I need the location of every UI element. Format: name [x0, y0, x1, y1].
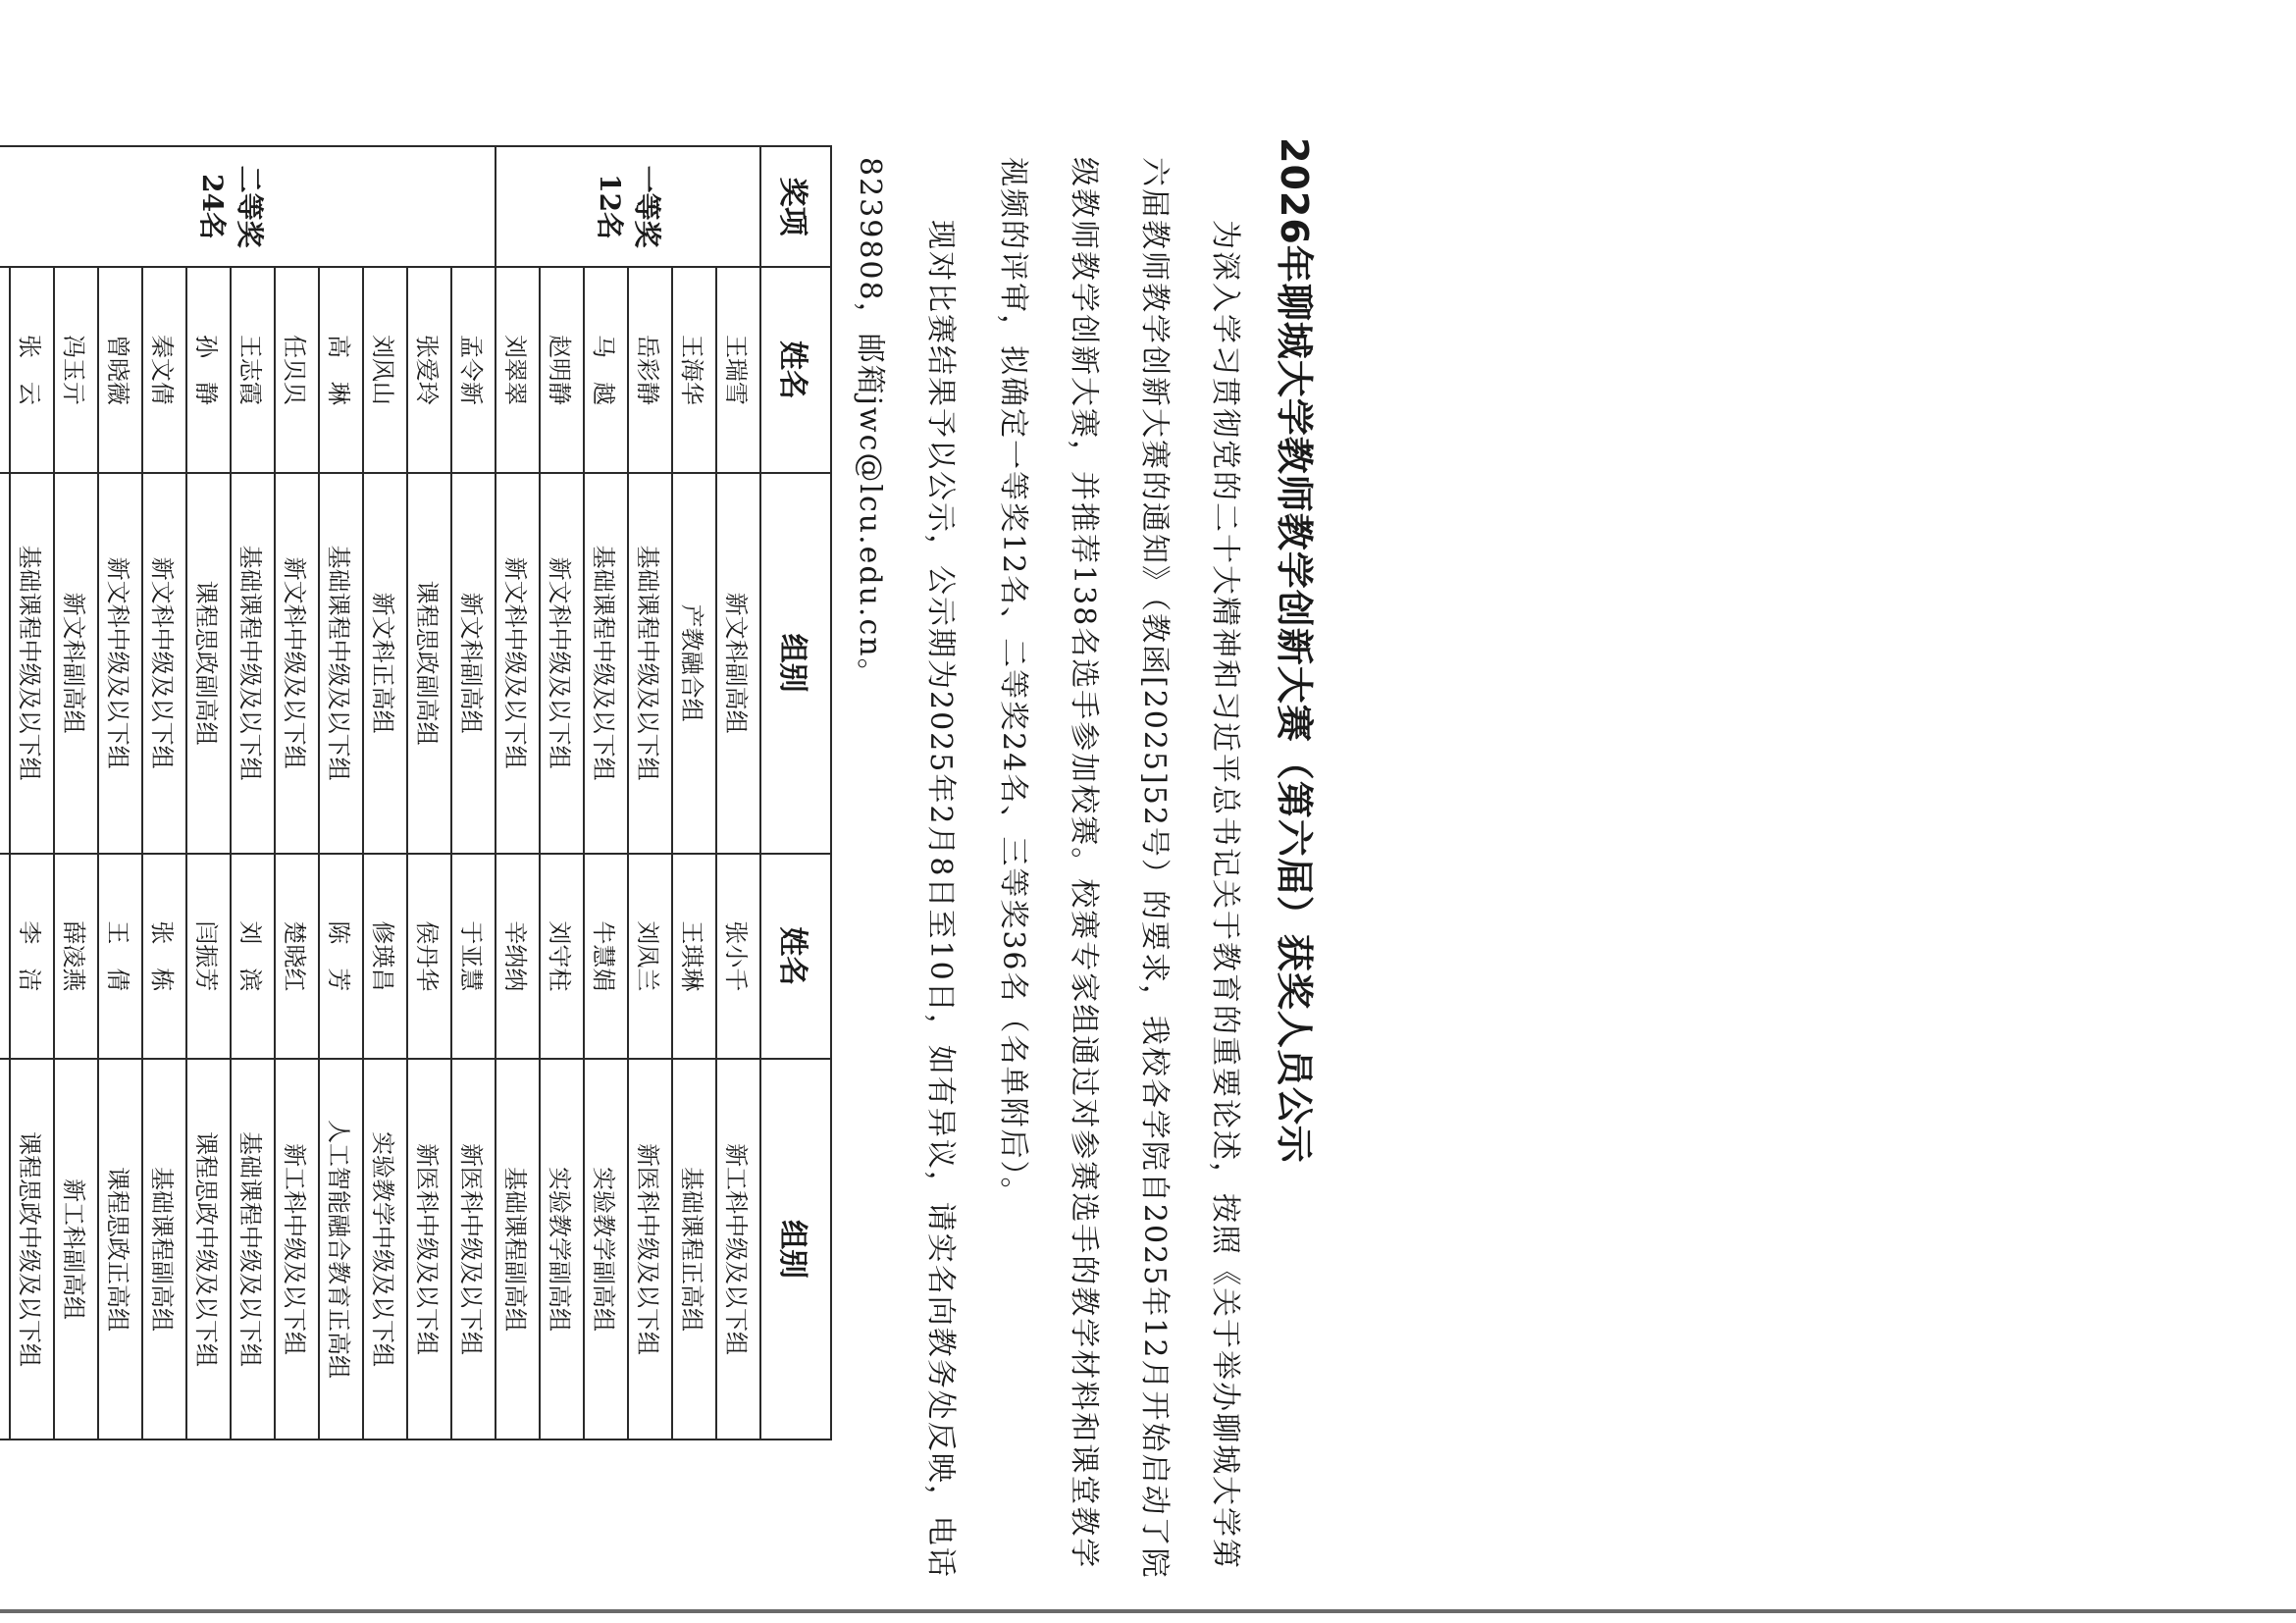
table-row — [319, 146, 363, 1440]
group-name-cell: 基础课程副高组 — [496, 1059, 540, 1440]
page-title: 2026年聊城大学教师教学创新大赛（第六届）获奖人员公示 — [1273, 137, 1316, 1164]
group-name-cell: 基础课程中级及以下组 — [584, 473, 628, 854]
winner-name-cell: 薛凌燕 — [54, 854, 98, 1060]
winner-name-cell: 秦文倩 — [142, 267, 186, 473]
table-row — [496, 146, 540, 1440]
header-group-left: 组别 — [760, 473, 831, 854]
table-header-row — [760, 146, 831, 1440]
group-name-cell: 新工科中级及以下组 — [716, 1059, 760, 1440]
table-body — [0, 146, 760, 1440]
header-name-left: 姓名 — [760, 267, 831, 473]
group-name-cell: 基础课程正高组 — [672, 1059, 716, 1440]
winner-name-cell: 王志霞 — [231, 267, 275, 473]
table-row — [672, 146, 716, 1440]
notice-paragraph: 现对比赛结果予以公示，公示期为2025年2月8日至10日，如有异议，请实名向教务处反映，电话8239808，邮箱jwc@lcu.edu.cn。 — [853, 157, 958, 1579]
group-name-cell: 课程思政副高组 — [186, 473, 231, 854]
header-name-right: 姓名 — [760, 854, 831, 1060]
group-name-cell: 实验教学副高组 — [540, 1059, 584, 1440]
award-level-count: 12名 — [594, 174, 626, 240]
group-name-cell: 新文科中级及以下组 — [275, 473, 319, 854]
table-row — [186, 146, 231, 1440]
winner-name-cell: 闫振芳 — [186, 854, 231, 1060]
winner-name-cell: 岳彩静 — [628, 267, 672, 473]
group-name-cell: 新工科副高组 — [54, 1059, 98, 1440]
winner-name-cell: 李 洁 — [10, 854, 54, 1060]
group-name-cell: 基础课程中级及以下组 — [628, 473, 672, 854]
winner-name-cell: 孟令新 — [451, 267, 496, 473]
winner-name-cell: 王海华 — [672, 267, 716, 473]
winner-name-cell: 侯丹华 — [407, 854, 451, 1060]
table-row — [98, 146, 142, 1440]
winner-name-cell: 楚晓红 — [275, 854, 319, 1060]
table-row — [451, 146, 496, 1440]
winner-name-cell: 高 琳 — [319, 267, 363, 473]
group-name-cell: 产教融合组 — [672, 473, 716, 854]
winner-name-cell: 任贝贝 — [275, 267, 319, 473]
intro-paragraph: 为深入学习贯彻党的二十大精神和习近平总书记关于教育的重要论述，按照《关于举办聊城大学第六届教师教学创新大赛的通知》（教函[2025]52号）的要求，我校各学院自2025年12月开始启动了院级教师教学创新大赛，并推荐138名选手参加校赛。校赛专家组通过对参赛选手的教学材料和课堂教学视频的评审，拟确定一等奖12名、二等奖24名、三等奖36名（名单附后）。 — [996, 157, 1242, 1580]
winner-name-cell: 曾晓薇 — [98, 267, 142, 473]
group-name-cell: 新文科正高组 — [363, 473, 407, 854]
group-name-cell: 新文科中级及以下组 — [540, 473, 584, 854]
group-name-cell: 新医科中级及以下组 — [407, 1059, 451, 1440]
header-group-right: 组别 — [760, 1059, 831, 1440]
winner-name-cell: 马 越 — [584, 267, 628, 473]
winner-name-cell: 牛慧娟 — [584, 854, 628, 1060]
winner-name-cell: 于亚慧 — [451, 854, 496, 1060]
group-name-cell: 基础课程副高组 — [142, 1059, 186, 1440]
table-row — [275, 146, 319, 1440]
table-row — [0, 146, 10, 1440]
winner-name-cell: 刘守柱 — [540, 854, 584, 1060]
table-row — [142, 146, 186, 1440]
winner-name-cell: 张 栋 — [142, 854, 186, 1060]
group-name-cell — [0, 1059, 10, 1440]
award-level-cell — [496, 146, 760, 267]
group-name-cell: 课程思政中级及以下组 — [186, 1059, 231, 1440]
winner-name-cell: 孙 静 — [186, 267, 231, 473]
group-name-cell: 新工科中级及以下组 — [275, 1059, 319, 1440]
winner-name-cell: 赵明静 — [540, 267, 584, 473]
table-row — [10, 146, 54, 1440]
group-name-cell: 课程思政正高组 — [98, 1059, 142, 1440]
group-name-cell: 基础课程中级及以下组 — [231, 1059, 275, 1440]
group-name-cell: 实验教学副高组 — [584, 1059, 628, 1440]
group-name-cell: 课程思政中级及以下组 — [10, 1059, 54, 1440]
scan-edge-line — [0, 1609, 2296, 1613]
winner-name-cell: 刘凤兰 — [628, 854, 672, 1060]
awards-table — [0, 145, 832, 1440]
winner-name-cell: 刘翠翠 — [496, 267, 540, 473]
winner-name-cell: 辛纳纳 — [496, 854, 540, 1060]
group-name-cell: 新文科中级及以下组 — [98, 473, 142, 854]
group-name-cell — [0, 473, 10, 854]
winner-name-cell: 张爱玲 — [407, 267, 451, 473]
header-award: 奖项 — [760, 146, 831, 267]
winner-name-cell — [0, 854, 10, 1060]
group-name-cell: 新文科副高组 — [451, 473, 496, 854]
group-name-cell: 新文科副高组 — [54, 473, 98, 854]
group-name-cell: 新文科中级及以下组 — [142, 473, 186, 854]
table-row — [716, 146, 760, 1440]
group-name-cell: 新文科中级及以下组 — [496, 473, 540, 854]
winner-name-cell: 王琪琳 — [672, 854, 716, 1060]
group-name-cell: 实验教学中级及以下组 — [363, 1059, 407, 1440]
table-row — [363, 146, 407, 1440]
winner-name-cell: 张 云 — [10, 267, 54, 473]
group-name-cell: 新文科副高组 — [716, 473, 760, 854]
table-row — [540, 146, 584, 1440]
table-row — [407, 146, 451, 1440]
winner-name-cell: 王 倩 — [98, 854, 142, 1060]
winner-name-cell — [0, 267, 10, 473]
winner-name-cell: 修瑛昌 — [363, 854, 407, 1060]
group-name-cell: 基础课程中级及以下组 — [231, 473, 275, 854]
winner-name-cell: 王瑞雪 — [716, 267, 760, 473]
winner-name-cell: 冯玉亓 — [54, 267, 98, 473]
table-row — [54, 146, 98, 1440]
group-name-cell: 新医科中级及以下组 — [628, 1059, 672, 1440]
table-row — [584, 146, 628, 1440]
winner-name-cell: 刘风山 — [363, 267, 407, 473]
winner-name-cell: 张小千 — [716, 854, 760, 1060]
award-level-cell — [0, 146, 496, 267]
award-level-name: 二等奖 — [234, 165, 266, 248]
award-level-name: 一等奖 — [631, 165, 663, 248]
award-level-count: 24名 — [196, 174, 229, 240]
group-name-cell: 基础课程中级及以下组 — [319, 473, 363, 854]
table-row — [231, 146, 275, 1440]
table-row — [628, 146, 672, 1440]
group-name-cell: 人工智能融合教育正高组 — [319, 1059, 363, 1440]
group-name-cell: 基础课程中级及以下组 — [10, 473, 54, 854]
winner-name-cell: 陈 芳 — [319, 854, 363, 1060]
group-name-cell: 课程思政副高组 — [407, 473, 451, 854]
winner-name-cell: 刘 滨 — [231, 854, 275, 1060]
group-name-cell: 新医科中级及以下组 — [451, 1059, 496, 1440]
